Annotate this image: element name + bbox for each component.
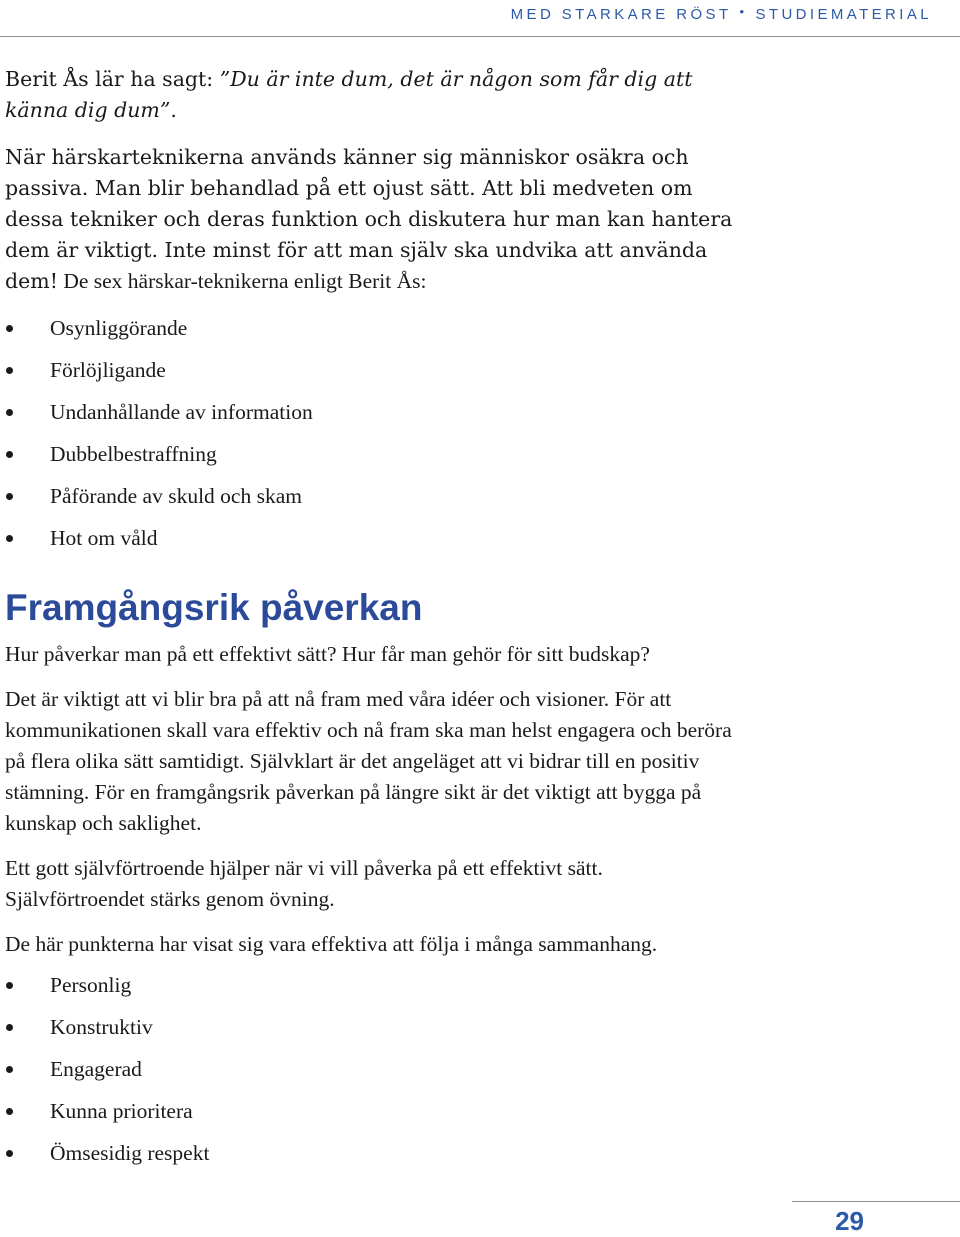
header-divider [0, 36, 960, 37]
list-item-label: Osynliggörande [50, 316, 188, 340]
list-item [5, 475, 735, 517]
list-item [5, 517, 735, 559]
header-subtitle: STUDIEMATERIAL [755, 6, 932, 23]
list-item-label: Konstruktiv [50, 1015, 153, 1039]
list-item-label: Personlig [50, 973, 132, 997]
running-header [511, 6, 932, 23]
techniques-list [5, 307, 735, 559]
list-item [5, 964, 735, 1006]
page-content [5, 64, 735, 1174]
section-paragraph: Ett gott självförtroende hjälper när vi vill påverka på ett effektivt sätt. Självförtroendet stärks genom övning. [5, 856, 603, 911]
list-item [5, 1132, 735, 1174]
list-item [5, 307, 735, 349]
bullet-icon [6, 325, 13, 332]
points-list [5, 964, 735, 1174]
bullet-icon [6, 493, 13, 500]
bullet-icon [6, 1150, 13, 1157]
list-item-label: Påförande av skuld och skam [50, 484, 302, 508]
list-item-label: Hot om våld [50, 526, 158, 550]
bullet-icon [6, 409, 13, 416]
list-item [5, 1006, 735, 1048]
page-number: 29 [835, 1206, 864, 1236]
section-heading: Framgångsrik påverkan [5, 587, 423, 628]
header-title: MED STARKARE RÖST [510, 6, 732, 23]
bullet-icon [6, 451, 13, 458]
bullet-icon [6, 367, 13, 374]
list-item [5, 1090, 735, 1132]
list-item-label: Förlöjligande [50, 358, 166, 382]
section-paragraph: Det är viktigt att vi blir bra på att nå fram med våra idéer och visioner. För att kommunikationen skall vara effektiv och nå fram ska man helst engagera och beröra på flera olika sätt samtidigt. Självklart är det angeläget att vi bidrar till en positiv stämning. För en framgångsrik påverkan på längre sikt är det viktigt att bygga på kunskap och saklighet. [5, 687, 732, 835]
list-item [5, 1048, 735, 1090]
list-item [5, 433, 735, 475]
bullet-icon [6, 535, 13, 542]
quote-text: ”Du är inte dum, det är någon som får dig att känna dig dum”. [5, 67, 693, 122]
list-item-label: Dubbelbestraffning [50, 442, 217, 466]
intro-paragraph [5, 142, 735, 297]
quote-paragraph [5, 64, 735, 126]
list-item-label: Undanhållande av information [50, 400, 313, 424]
intro-paragraph-part2: De sex härskar-teknikerna enligt Berit Ås: [57, 269, 427, 293]
bullet-icon [6, 1024, 13, 1031]
quote-intro: Berit Ås lär ha sagt: [5, 67, 220, 91]
bullet-icon [6, 1066, 13, 1073]
list-item [5, 391, 735, 433]
list-item-label: Kunna prioritera [50, 1099, 193, 1123]
intro-paragraph-part1: När härskarteknikerna används känner sig människor osäkra och passiva. Man blir behandlad på ett ojust sätt. Att bli medveten om dessa tekniker och deras funktion och diskutera hur man kan hantera dem är viktigt. Inte minst för att man själv ska undvika att använda dem! [5, 145, 733, 293]
section-paragraph: De här punkterna har visat sig vara effektiva att följa i många sammanhang. [5, 932, 658, 956]
bullet-icon [6, 982, 13, 989]
list-item [5, 349, 735, 391]
list-item-label: Ömsesidig respekt [50, 1141, 210, 1165]
bullet-icon [6, 1108, 13, 1115]
header-separator: • [739, 4, 748, 19]
footer-divider [792, 1201, 960, 1202]
list-item-label: Engagerad [50, 1057, 142, 1081]
section-paragraph: Hur påverkar man på ett effektivt sätt? Hur får man gehör för sitt budskap? [5, 642, 650, 666]
